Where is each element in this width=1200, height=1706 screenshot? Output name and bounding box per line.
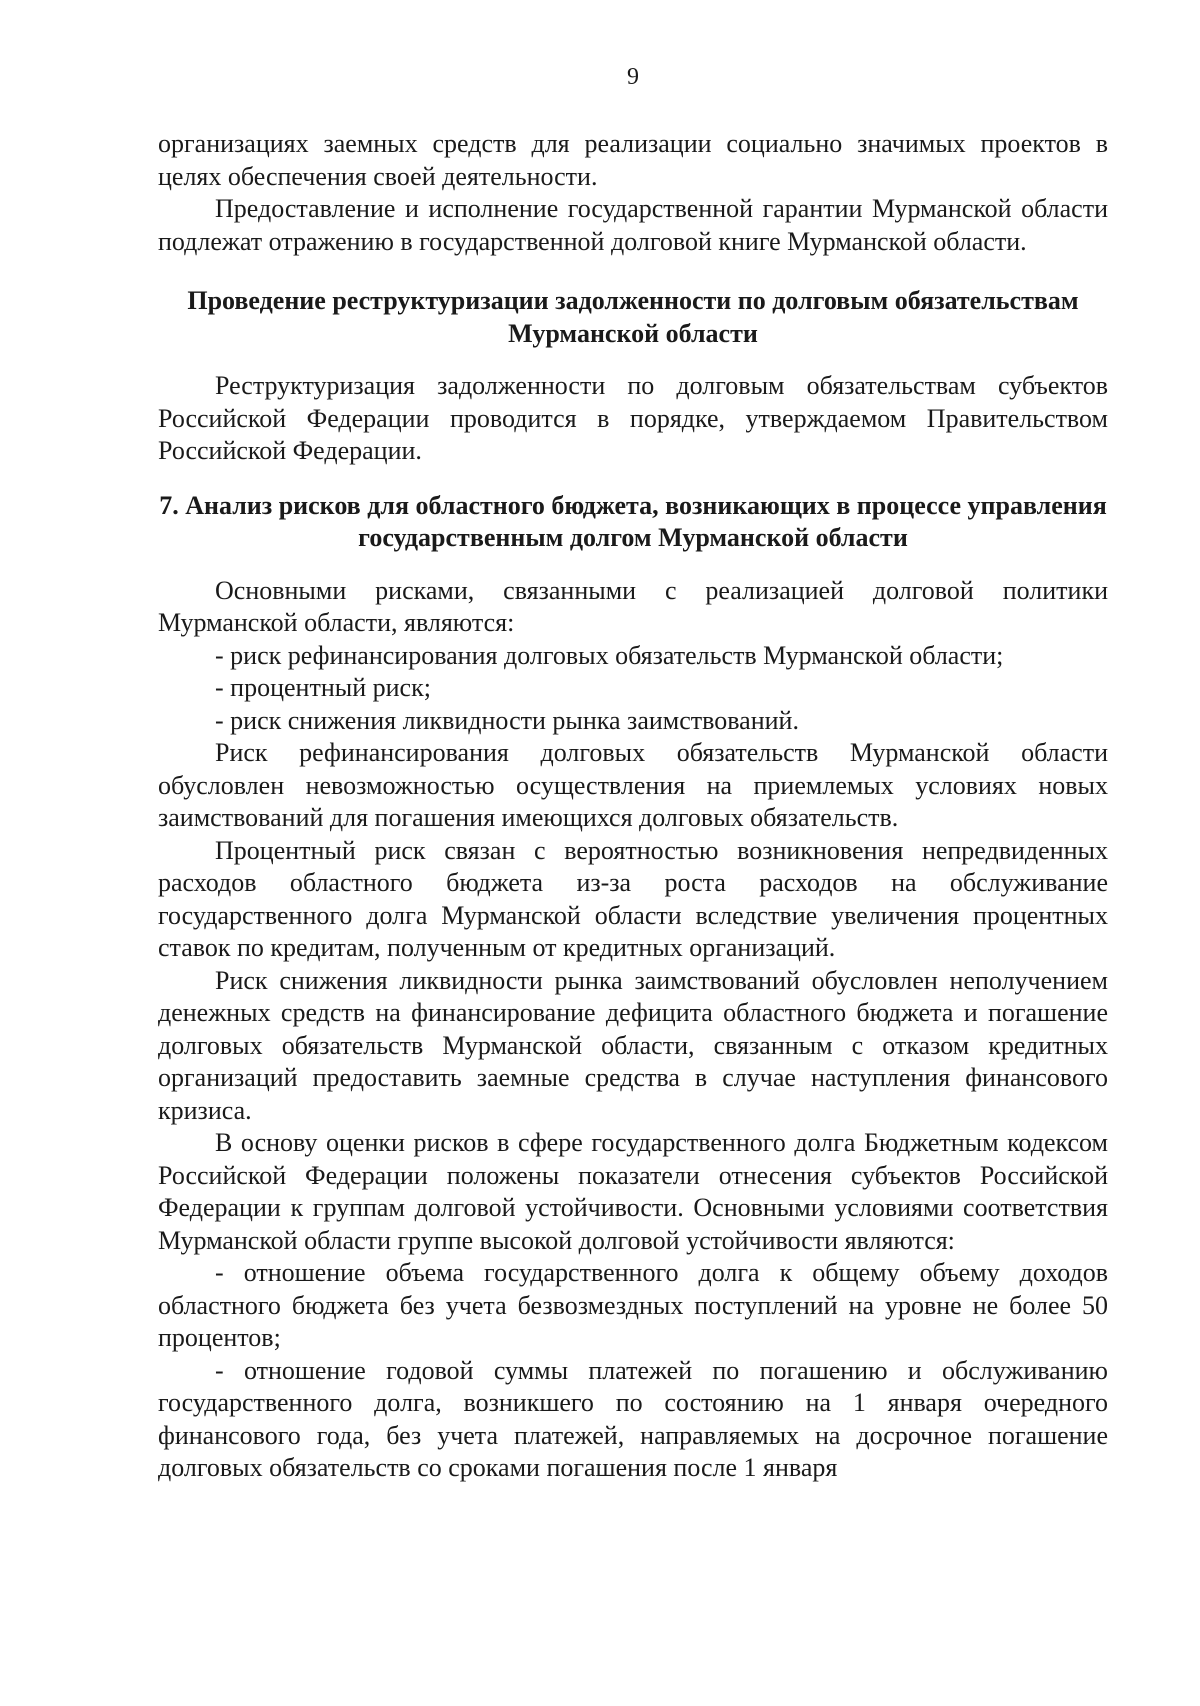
interest-risk-paragraph: Процентный риск связан с вероятностью возникновения непредвиденных расходов областного бюджета из-за роста расходов на обслуживание государственного долга Мурманской области вследствие увеличения процентных ставок по кредитам, полученным от кредитных организаций. <box>158 835 1108 962</box>
condition-list-item: - отношение объема государственного долга к общему объему доходов областного бюджета без учета безвозмездных поступлений на уровне не более 50 процентов; <box>158 1257 1108 1355</box>
intro-paragraph-guarantee: Предоставление и исполнение государственной гарантии Мурманской области подлежат отражению в государственной долговой книге Мурманской области. <box>158 194 1108 256</box>
conditions-list <box>158 1257 1108 1485</box>
risk-list-item: - риск снижения ликвидности рынка заимствований. <box>158 705 1108 738</box>
section-heading-risks: 7. Анализ рисков для областного бюджета, возникающих в процессе управления государственным долгом Мурманской области <box>159 490 1107 552</box>
condition-list-item: - отношение годовой суммы платежей по погашению и обслуживанию государственного долга, возникшего по состоянию на 1 января очередного финансового года, без учета платежей, направляемых на досрочное погашение долговых обязательств со сроками погашения после 1 января <box>158 1355 1108 1485</box>
intro-paragraph-continued: организациях заемных средств для реализации социально значимых проектов в целях обеспечения своей деятельности. <box>158 129 1108 191</box>
liquidity-risk-paragraph: Риск снижения ликвидности рынка заимствований обусловлен неполучением денежных средств на финансирование дефицита областного бюджета и погашение долговых обязательств Мурманской области, связанным с отказом кредитных организаций предоставить заемные средства в случае наступления финансового кризиса. <box>158 965 1108 1125</box>
risk-assessment-paragraph: В основу оценки рисков в сфере государственного долга Бюджетным кодексом Российской Федерации положены показатели отнесения субъектов Российской Федерации к группам долговой устойчивости. Основными условиями соответствия Мурманской области группе высокой долговой устойчивости являются: <box>158 1128 1108 1255</box>
document-page <box>158 62 1108 1485</box>
risk-list-item: - процентный риск; <box>158 672 1108 705</box>
restructuring-paragraph: Реструктуризация задолженности по долговым обязательствам субъектов Российской Федерации проводится в порядке, утверждаемом Правительством Российской Федерации. <box>158 371 1108 465</box>
section-heading-restructuring: Проведение реструктуризации задолженности по долговым обязательствам Мурманской области <box>187 286 1079 348</box>
risk-list-item: - риск рефинансирования долговых обязательств Мурманской области; <box>158 640 1108 673</box>
risk-list <box>158 640 1108 738</box>
refinancing-risk-paragraph: Риск рефинансирования долговых обязательств Мурманской области обусловлен невозможностью осуществления на приемлемых условиях новых заимствований для погашения имеющихся долговых обязательств. <box>158 738 1108 832</box>
risks-lead-paragraph: Основными рисками, связанными с реализацией долговой политики Мурманской области, являются: <box>158 575 1108 637</box>
page-number: 9 <box>627 64 639 90</box>
